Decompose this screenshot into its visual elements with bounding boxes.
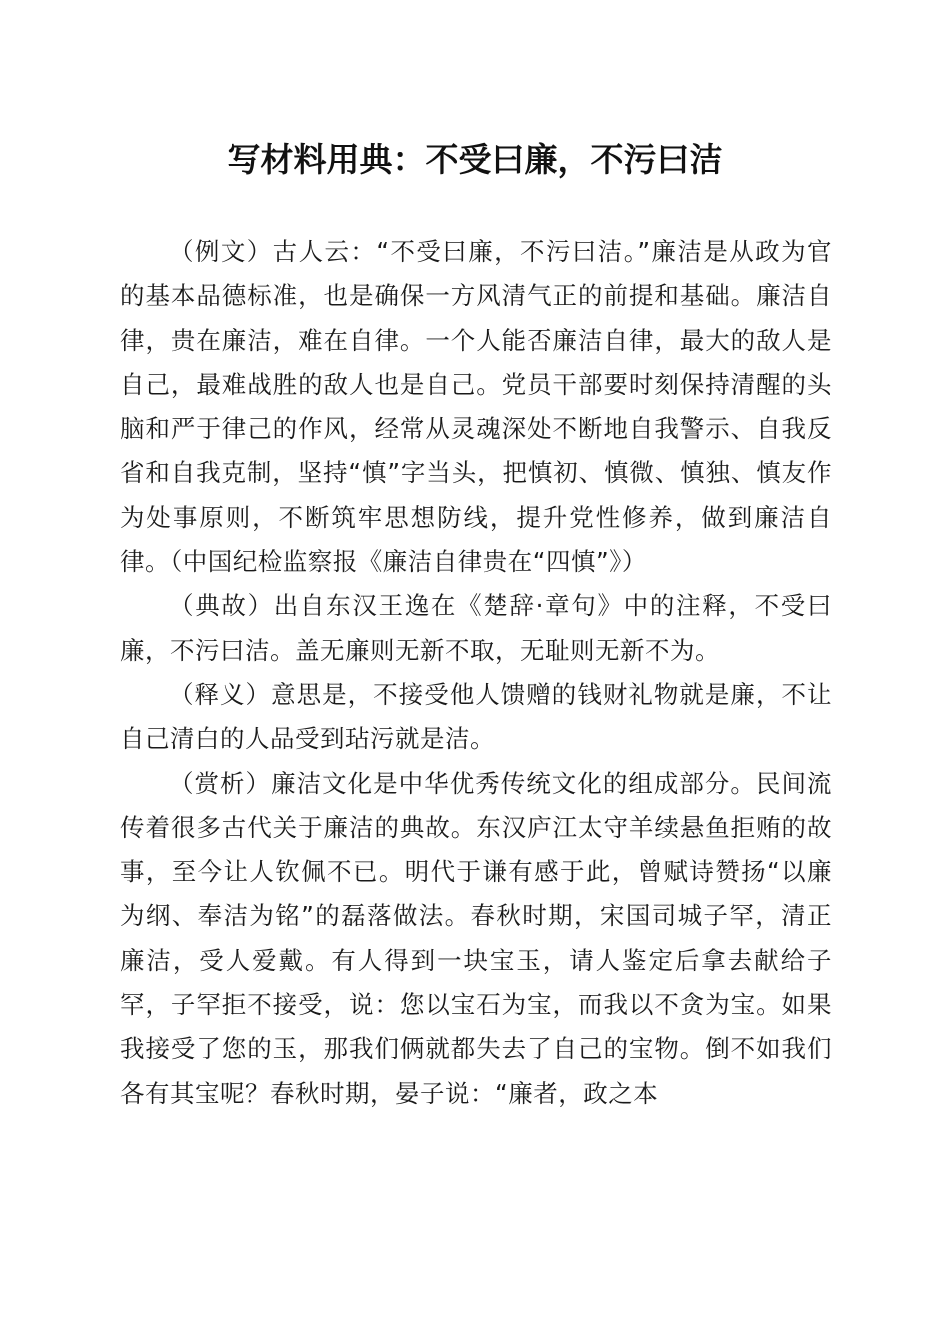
- paragraph-appreciation: （赏析）廉洁文化是中华优秀传统文化的组成部分。民间流传着很多古代关于廉洁的典故。东汉庐江太守羊续悬鱼拒贿的故事，至今让人钦佩不已。明代于谦有感于此，曾赋诗赞扬“以廉为纲、奉洁为铭”的磊落做法。春秋时期，宋国司城子罕，清正廉洁，受人爱戴。有人得到一块宝玉，请人鉴定后拿去献给子罕，子罕拒不接受，说：您以宝石为宝，而我以不贪为宝。如果我接受了您的玉，那我们俩就都失去了自己的宝物。倒不如我们各有其宝呢？春秋时期，晏子说：“廉者，政之本: [120, 768, 832, 1108]
- paragraph-example: （例文）古人云：“不受曰廉，不污曰洁。”廉洁是从政为官的基本品德标准，也是确保一方风清气正的前提和基础。廉洁自律，贵在廉洁，难在自律。一个人能否廉洁自律，最大的敌人是自己，最难战胜的敌人也是自己。党员干部要时刻保持清醒的头脑和严于律己的作风，经常从灵魂深处不断地自我警示、自我反省和自我克制，坚持“慎”字当头，把慎初、慎微、慎独、慎友作为处事原则，不断筑牢思想防线，提升党性修养，做到廉洁自律。（中国纪检监察报《廉洁自律贵在“四慎”》）: [120, 237, 832, 577]
- document-body: [120, 230, 832, 1116]
- document-title: 写材料用典：不受曰廉，不污曰洁: [227, 140, 723, 179]
- paragraph-explanation: （释义）意思是，不接受他人馈赠的钱财礼物就是廉，不让自己清白的人品受到玷污就是洁。: [120, 679, 832, 754]
- paragraph-allusion: （典故）出自东汉王逸在《楚辞·章句》中的注释，不受曰廉，不污曰洁。盖无廉则无新不取，无耻则无新不为。: [120, 591, 832, 665]
